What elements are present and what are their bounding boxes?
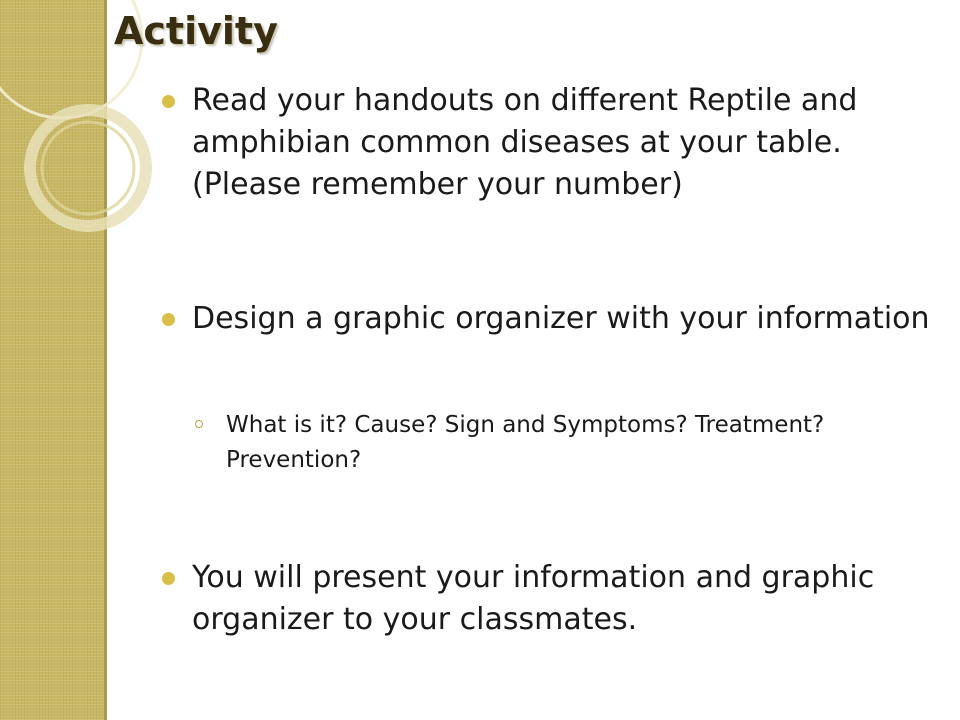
bullet-dot-icon <box>162 95 175 108</box>
slide-title: Activity <box>114 9 278 53</box>
bullet-text: Read your handouts on different Reptile and amphibian common diseases at your table. (Please remember your number) <box>192 83 858 202</box>
subbullet-ring-icon <box>195 420 203 428</box>
decorative-ring-medium <box>30 110 146 226</box>
decorative-ring-inner <box>42 122 134 214</box>
bullet-text: You will present your information and graphic organizer to your classmates. <box>192 560 875 637</box>
bullet-dot-icon <box>162 313 175 326</box>
bullet-dot-icon <box>162 572 175 585</box>
subbullet-text: What is it? Cause? Sign and Symptoms? Treatment? Prevention? <box>226 412 825 473</box>
bullet-text: Design a graphic organizer with your information <box>192 301 930 336</box>
